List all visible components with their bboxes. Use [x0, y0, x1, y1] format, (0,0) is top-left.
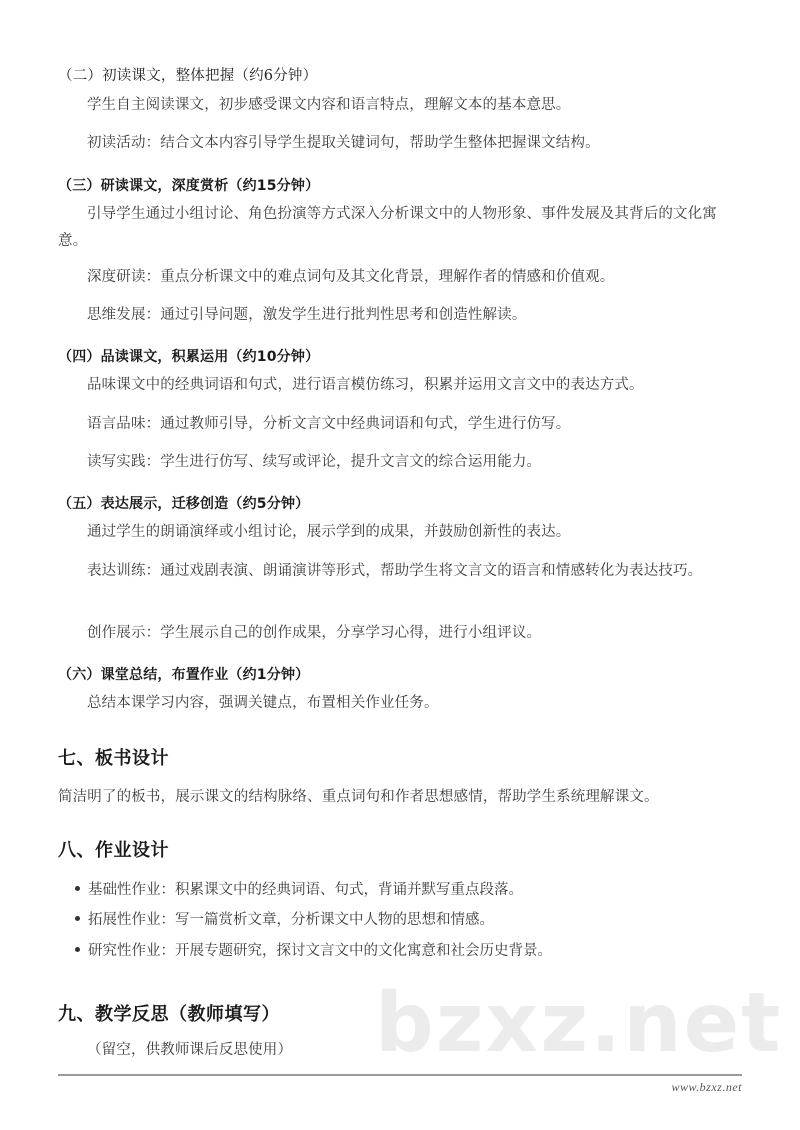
section-heading-8: 八、作业设计 [58, 840, 169, 861]
step-5-paragraph-3: 创作展示：学生展示自己的创作成果，分享学习心得，进行小组评议。 [87, 625, 542, 641]
step-5-paragraph-1: 通过学生的朗诵演绎或小组讨论，展示学到的成果，并鼓励创新性的表达。 [87, 524, 571, 540]
section-heading-9: 九、教学反思（教师填写） [58, 1004, 280, 1025]
step-6-paragraph-1: 总结本课学习内容，强调关键点，布置相关作业任务。 [87, 695, 439, 711]
section-7-text: 简洁明了的板书，展示课文的结构脉络、重点词句和作者思想感情，帮助学生系统理解课文。 [58, 789, 659, 805]
bullet-icon [75, 886, 80, 891]
footer-divider [58, 1074, 742, 1076]
step-2-paragraph-2: 初读活动：结合文本内容引导学生提取关键词句，帮助学生整体把握课文结构。 [87, 135, 600, 151]
step-4-paragraph-3: 读写实践：学生进行仿写、续写或评论，提升文言文的综合运用能力。 [87, 454, 542, 470]
bullet-icon [75, 916, 80, 921]
footer-url: www.bzxz.net [671, 1080, 742, 1094]
bullet-icon [75, 947, 80, 952]
watermark: bzxz.net [375, 976, 783, 1071]
homework-item-text: 基础性作业：积累课文中的经典词语、句式，背诵并默写重点段落。 [88, 882, 523, 898]
homework-item-research [75, 939, 552, 960]
step-3-paragraph-3: 思维发展：通过引导问题，激发学生进行批判性思考和创造性解读。 [87, 307, 527, 323]
step-heading-3: （三）研读课文，深度赏析（约15分钟） [58, 178, 320, 194]
step-4-paragraph-2: 语言品味：通过教师引导，分析文言文中经典词语和句式，学生进行仿写。 [87, 416, 571, 432]
step-3-paragraph-2: 深度研读：重点分析课文中的难点词句及其文化背景，理解作者的情感和价值观。 [87, 269, 615, 285]
section-heading-7: 七、板书设计 [58, 748, 169, 769]
step-5-paragraph-2: 表达训练：通过戏剧表演、朗诵演讲等形式，帮助学生将文言文的语言和情感转化为表达技巧。 [87, 563, 703, 579]
homework-item-text: 拓展性作业：写一篇赏析文章，分析课文中人物的思想和情感。 [88, 912, 494, 928]
step-heading-5: （五）表达展示，迁移创造（约5分钟） [58, 496, 310, 512]
step-4-paragraph-1: 品味课文中的经典词语和句式，进行语言模仿练习，积累并运用文言文中的表达方式。 [87, 377, 644, 393]
step-3-paragraph-1: 引导学生通过小组讨论、角色扮演等方式深入分析课文中的人物形象、事件发展及其背后的文化寓意。 [58, 206, 717, 249]
homework-item-text: 研究性作业：开展专题研究，探讨文言文中的文化寓意和社会历史背景。 [88, 943, 552, 959]
section-9-text: （留空，供教师课后反思使用） [87, 1042, 293, 1058]
step-heading-4: （四）品读课文，积累运用（约10分钟） [58, 349, 320, 365]
step-heading-6: （六）课堂总结，布置作业（约1分钟） [58, 667, 310, 683]
step-heading-2: （二）初读课文，整体把握（约6分钟） [58, 68, 318, 84]
step-2-paragraph-1: 学生自主阅读课文，初步感受课文内容和语言特点，理解文本的基本意思。 [87, 97, 571, 113]
homework-item-extension [75, 908, 494, 929]
homework-item-basic [75, 878, 523, 899]
